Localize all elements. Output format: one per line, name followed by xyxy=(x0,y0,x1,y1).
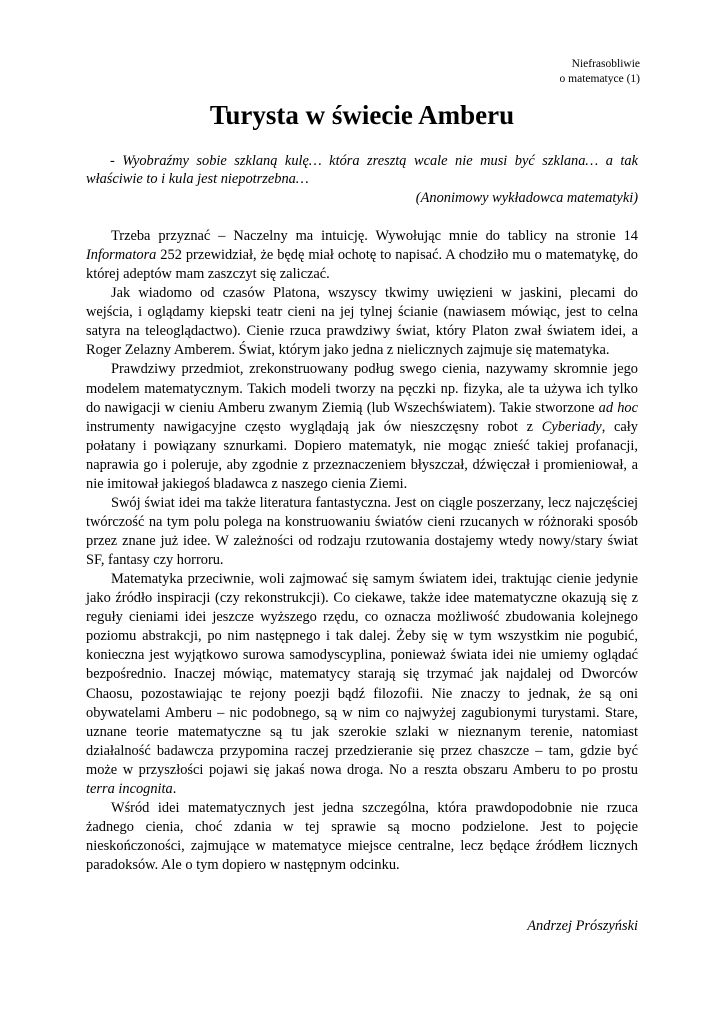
text-run: Wśród idei matematycznych jest jedna szczególna, która prawdopodobnie nie rzuca żadnego cienia, choć zdania w tej sprawie są mocno podzielone. Jest to pojęcie nieskończoności, zajmujące w matematyce miejsce centralne, lecz będące źródłem licznych paradoksów. Ale o tym dopiero w następnym odcinku. xyxy=(86,799,638,874)
motto-attribution: (Anonimowy wykładowca matematyki) xyxy=(415,190,638,206)
series-name: Niefrasobliwie xyxy=(571,58,640,70)
text-run: Jak wiadomo od czasów Platona, wszyscy tkwimy uwięzieni w jaskini, plecami do wejścia, i oglądamy kiepski teatr cieni na jej tylnej ścianie (nawiasem mówiąc, jest to celna satyra na teleoglądactwo). Cienie rzuca prawdziwy świat, który Platon zwał światem idei, a Roger Zelazny Amberem. Świat, którym jako jedna z nielicznych zajmuje się matematyka. xyxy=(86,285,638,359)
paragraph xyxy=(86,284,638,360)
author-signature: Andrzej Prószyński xyxy=(527,918,638,934)
text-run: 252 przewidział, że będę miał ochotę to napisać. A chodziło mu o matematykę, do której adeptów mam zaszczyt się zaliczać. xyxy=(86,247,638,283)
motto-quote: - Wyobraźmy sobie szklaną kulę… która zresztą wcale nie musi być szklana… a tak właściwie to i kula jest niepotrzebna… xyxy=(86,153,638,187)
text-run: . xyxy=(172,780,177,797)
series-part: o matematyce (1) xyxy=(559,73,640,85)
paragraph xyxy=(86,360,638,493)
italic-text: terra incognita xyxy=(86,780,173,797)
italic-text: Informatora xyxy=(86,247,157,264)
text-run: Swój świat idei ma także literatura fantastyczna. Jest on ciągle poszerzany, lecz najczęściej twórczość na tym polu polega na konstruowaniu światów cieni rzucanych w różnoraki sposób przez znane już idee. W zależności od rodzaju rzutowania dostajemy wtedy nowy/stary świat SF, fantasy czy horroru. xyxy=(86,494,638,569)
text-run: instrumenty nawigacyjne często wyglądają jak ów nieszczęsny robot z xyxy=(86,418,542,435)
text-run: Matematyka przeciwnie, woli zajmować się samym światem idei, traktując cienie jedynie jako źródło inspiracji (czy rekonstrukcji). Co ciekawe, także idee matematyczne okazują się z reguły cieniami idei jeszcze wyższego rzędu, co oznacza możliwość zbudowania kolejnego poziomu abstrakcji, po nim następnego i tak dalej. Żeby się w tym wszystkim nie pogubić, konieczna jest wyjątkowo surowa samodyscyplina, ponieważ świata idei nie umiemy oglądać bezpośrednio. Inaczej mówiąc, matematycy starają się trzymać jak najdalej od Dworców Chaosu, pozostawiając te rejony poezji bądź filozofii. Nie znaczy to jednak, że są oni obywatelami Amberu – nic podobnego, są w nim co najwyżej zagubionymi turystami. Stare, uznane teorie matematyczne są tu jak szerokie szlaki w nieznanym terenie, natomiast działalność badawcza przypomina raczej przedzieranie się przez chaszcze – tam, gdzie być może w przyszłości pojawi się jakaś nowa droga. No a reszta obszaru Amberu to po prostu xyxy=(86,571,638,778)
article-title: Turysta w świecie Amberu xyxy=(209,100,515,130)
italic-text: Cyberiady xyxy=(541,418,602,435)
series-header xyxy=(560,57,640,87)
text-run: , cały połatany i powiązany sznurkami. Dopiero matematyk, nie mogąc znieść takiej profanacji, naprawia go i poleruje, aby zgodnie z przeznaczeniem błyszczał, dźwięczał i promieniował, a nie imitował jakiegoś bladawca z naszego cienia Ziemi. xyxy=(86,418,638,492)
article-body xyxy=(86,227,638,875)
paragraph xyxy=(86,227,638,284)
paragraph xyxy=(86,799,638,875)
paragraph xyxy=(86,494,638,570)
text-run: Trzeba przyznać – Naczelny ma intuicję. Wywołując mnie do tablicy na stronie 14 xyxy=(111,228,638,244)
paragraph xyxy=(86,570,638,799)
italic-text: ad hoc xyxy=(598,399,638,416)
text-run: Prawdziwy przedmiot, zrekonstruowany podług swego cienia, nazywamy skromnie jego modelem matematycznym. Takich modeli tworzy na pęczki np. fizyka, ale ta używa ich tylko do nawigacji w cieniu Amberu zwanym Ziemią (lub Wszechświatem). Takie stworzone xyxy=(86,361,638,416)
